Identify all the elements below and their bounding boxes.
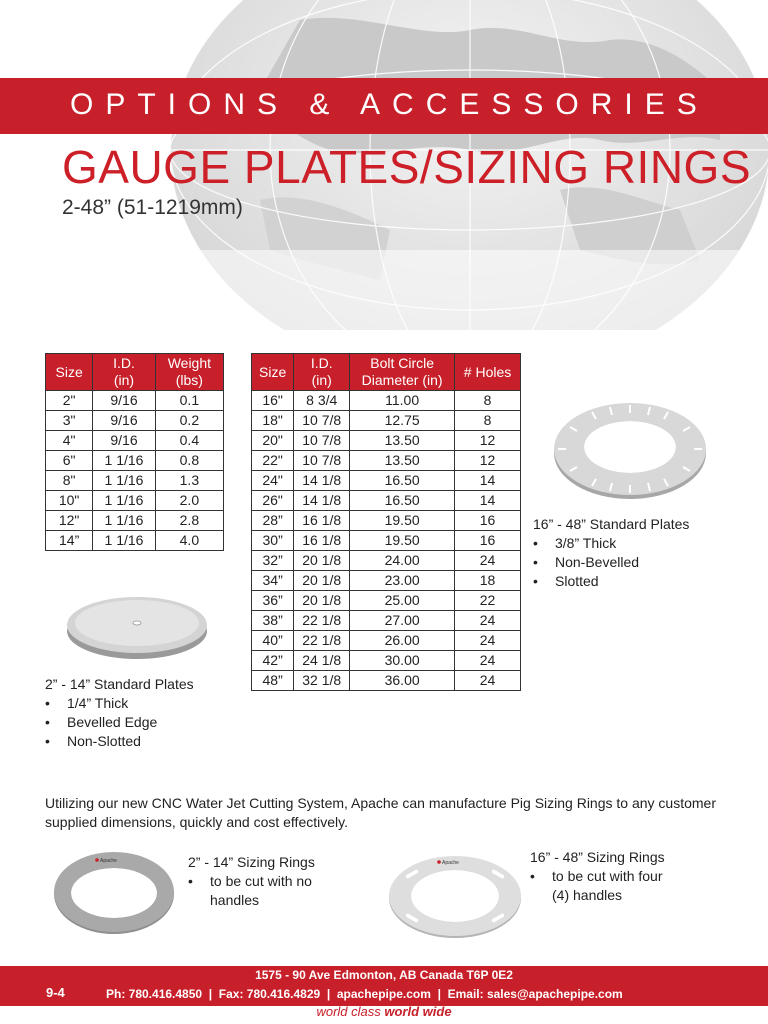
table-cell: 40” xyxy=(252,631,294,651)
table-cell: 12 xyxy=(455,431,521,451)
tagline-part-1: world class xyxy=(316,1004,381,1019)
table-row xyxy=(46,531,224,551)
table-row xyxy=(46,471,224,491)
table-cell: 22 1/8 xyxy=(294,631,350,651)
sizing-rings-large-note: to be cut with four xyxy=(552,868,663,884)
table-cell: 30” xyxy=(252,531,294,551)
table-cell: 36.00 xyxy=(350,671,455,691)
table-cell: 19.50 xyxy=(350,511,455,531)
sizing-rings-small-spec: 2” - 14” Sizing Rings • to be cut with no handles xyxy=(188,854,315,908)
table-cell: 9/16 xyxy=(93,391,156,411)
table-row xyxy=(46,451,224,471)
table-cell: 24 xyxy=(455,631,521,651)
table-row xyxy=(252,491,521,511)
table-row xyxy=(252,591,521,611)
table-cell: 10 7/8 xyxy=(294,411,350,431)
spec-edge: • Bevelled Edge xyxy=(45,713,194,732)
table-cell: 9/16 xyxy=(93,411,156,431)
table-cell: 14 1/8 xyxy=(294,471,350,491)
table-cell: 20 1/8 xyxy=(294,551,350,571)
table-row xyxy=(46,511,224,531)
table-cell: 16 xyxy=(455,511,521,531)
cnc-description: Utilizing our new CNC Water Jet Cutting System, Apache can manufacture Pig Sizing Rings to any customer supplied dimensions, quickly and cost effectively. xyxy=(45,795,716,830)
table-cell: 11.00 xyxy=(350,391,455,411)
header-holes: # Holes xyxy=(455,354,521,391)
sizing-ring-with-handles-image xyxy=(385,850,525,940)
sizing-rings-small-heading: 2” - 14” Sizing Rings xyxy=(188,854,315,870)
table-cell: 13.50 xyxy=(350,451,455,471)
table-cell: 24.00 xyxy=(350,551,455,571)
spec-edge: • Non-Bevelled xyxy=(533,553,689,572)
table-cell: 14 xyxy=(455,491,521,511)
table-cell: 16.50 xyxy=(350,491,455,511)
table-row xyxy=(46,391,224,411)
table-row xyxy=(252,671,521,691)
table-cell: 32 1/8 xyxy=(294,671,350,691)
header-size: Size xyxy=(46,354,93,391)
table-cell: 9/16 xyxy=(93,431,156,451)
table-cell: 34” xyxy=(252,571,294,591)
header-id: I.D. (in) xyxy=(93,354,156,391)
sizing-rings-small-note-cont: handles xyxy=(210,892,260,908)
table-cell: 24 xyxy=(455,651,521,671)
table-cell: 25.00 xyxy=(350,591,455,611)
table-cell: 6" xyxy=(46,451,93,471)
table-cell: 18" xyxy=(252,411,294,431)
table-cell: 4.0 xyxy=(155,531,223,551)
table-cell: 24 xyxy=(455,551,521,571)
table-cell: 20 1/8 xyxy=(294,591,350,611)
header-bolt-circle: Bolt Circle Diameter (in) xyxy=(350,354,455,391)
spec-thickness: • 3/8” Thick xyxy=(533,534,689,553)
sizing-rings-large-note-cont: (4) handles xyxy=(552,887,623,903)
table-cell: 2.0 xyxy=(155,491,223,511)
small-plates-spec xyxy=(45,675,194,751)
apache-logo: Apache xyxy=(100,858,117,864)
table-cell: 24 xyxy=(455,671,521,691)
table-cell: 16 1/8 xyxy=(294,511,350,531)
table-cell: 23.00 xyxy=(350,571,455,591)
table-cell: 0.2 xyxy=(155,411,223,431)
table-cell: 2.8 xyxy=(155,511,223,531)
table-cell: 12.75 xyxy=(350,411,455,431)
table-cell: 8 xyxy=(455,411,521,431)
table-cell: 12 xyxy=(455,451,521,471)
table-row xyxy=(252,451,521,471)
sizing-rings-large-spec: 16” - 48” Sizing Rings • to be cut with four (4) handles xyxy=(530,849,665,903)
table-cell: 48” xyxy=(252,671,294,691)
table-row xyxy=(46,431,224,451)
header-weight: Weight (lbs) xyxy=(155,354,223,391)
footer-contact: Ph: 780.416.4850 | Fax: 780.416.4829 | apachepipe.com | Email: sales@apachepipe.com xyxy=(106,987,623,1001)
table-cell: 1 1/16 xyxy=(93,511,156,531)
table-cell: 28” xyxy=(252,511,294,531)
table-cell: 26" xyxy=(252,491,294,511)
page-subtitle: 2-48” (51-1219mm) xyxy=(62,196,243,219)
table-cell: 18 xyxy=(455,571,521,591)
table-cell: 32” xyxy=(252,551,294,571)
table-row xyxy=(252,411,521,431)
table-cell: 26.00 xyxy=(350,631,455,651)
large-plates-spec xyxy=(533,515,689,591)
table-cell: 16" xyxy=(252,391,294,411)
table-cell: 2" xyxy=(46,391,93,411)
table-cell: 24 1/8 xyxy=(294,651,350,671)
page-number: 9-4 xyxy=(46,985,65,1000)
slotted-gauge-plate-image xyxy=(550,395,710,505)
table-row xyxy=(252,611,521,631)
table-row xyxy=(252,391,521,411)
table-cell: 1 1/16 xyxy=(93,471,156,491)
table-cell: 22 xyxy=(455,591,521,611)
table-cell: 24 xyxy=(455,611,521,631)
tagline-part-2: world wide xyxy=(384,1004,452,1019)
table-cell: 10 7/8 xyxy=(294,431,350,451)
sizing-rings-large-heading: 16” - 48” Sizing Rings xyxy=(530,849,665,865)
table-cell: 8 xyxy=(455,391,521,411)
table-row xyxy=(252,651,521,671)
footer-address: 1575 - 90 Ave Edmonton, AB Canada T6P 0E2 xyxy=(255,968,513,982)
table-cell: 10 7/8 xyxy=(294,451,350,471)
table-cell: 1.3 xyxy=(155,471,223,491)
table-cell: 0.8 xyxy=(155,451,223,471)
table-cell: 19.50 xyxy=(350,531,455,551)
table-cell: 16 xyxy=(455,531,521,551)
table-cell: 0.4 xyxy=(155,431,223,451)
solid-gauge-plate-image xyxy=(62,585,212,665)
header-size: Size xyxy=(252,354,294,391)
sizing-rings-small-note: to be cut with no xyxy=(210,873,312,889)
table-cell: 24" xyxy=(252,471,294,491)
table-cell: 16 1/8 xyxy=(294,531,350,551)
footer-tagline xyxy=(0,1004,768,1019)
table-row xyxy=(252,631,521,651)
table-cell: 10" xyxy=(46,491,93,511)
table-cell: 4" xyxy=(46,431,93,451)
table-row xyxy=(252,571,521,591)
table-cell: 1 1/16 xyxy=(93,451,156,471)
spec-slotting: • Non-Slotted xyxy=(45,732,194,751)
table-cell: 14 1/8 xyxy=(294,491,350,511)
table-cell: 8" xyxy=(46,471,93,491)
section-banner-text: OPTIONS & ACCESSORIES xyxy=(70,88,709,121)
table-cell: 12" xyxy=(46,511,93,531)
header-id: I.D. (in) xyxy=(294,354,350,391)
table-cell: 20 1/8 xyxy=(294,571,350,591)
table-row xyxy=(46,411,224,431)
small-plates-heading: 2” - 14” Standard Plates xyxy=(45,676,194,692)
table-cell: 13.50 xyxy=(350,431,455,451)
table-cell: 1 1/16 xyxy=(93,531,156,551)
table-row xyxy=(252,531,521,551)
table-cell: 8 3/4 xyxy=(294,391,350,411)
table-row xyxy=(46,491,224,511)
small-plates-table xyxy=(45,353,224,551)
large-plates-heading: 16” - 48” Standard Plates xyxy=(533,516,690,532)
table-cell: 14 xyxy=(455,471,521,491)
table-cell: 36” xyxy=(252,591,294,611)
spec-thickness: • 1/4” Thick xyxy=(45,694,194,713)
table-cell: 3" xyxy=(46,411,93,431)
table-row xyxy=(252,431,521,451)
apache-logo: Apache xyxy=(442,860,459,866)
table-cell: 0.1 xyxy=(155,391,223,411)
table-cell: 22" xyxy=(252,451,294,471)
table-cell: 14” xyxy=(46,531,93,551)
table-cell: 20" xyxy=(252,431,294,451)
table-row xyxy=(252,551,521,571)
spec-slotting: • Slotted xyxy=(533,572,689,591)
large-plates-table xyxy=(251,353,521,691)
table-row xyxy=(252,511,521,531)
table-cell: 38” xyxy=(252,611,294,631)
table-cell: 30.00 xyxy=(350,651,455,671)
table-cell: 1 1/16 xyxy=(93,491,156,511)
table-cell: 42” xyxy=(252,651,294,671)
table-cell: 27.00 xyxy=(350,611,455,631)
sizing-ring-no-handles-image xyxy=(52,850,177,935)
page-title: GAUGE PLATES/SIZING RINGS xyxy=(62,141,752,193)
table-row xyxy=(252,471,521,491)
table-cell: 16.50 xyxy=(350,471,455,491)
table-cell: 22 1/8 xyxy=(294,611,350,631)
